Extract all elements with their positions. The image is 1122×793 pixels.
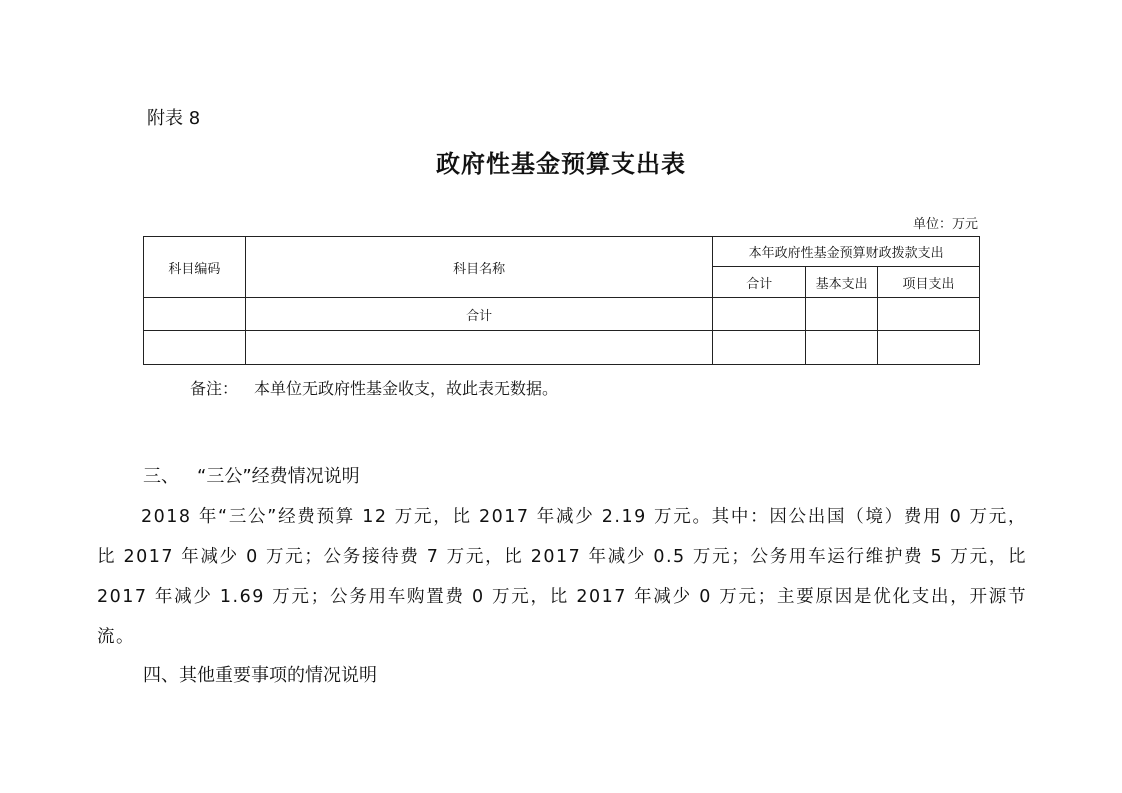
section-3-paragraph: 2018 年“三公”经费预算 12 万元，比 2017 年减少 2.19 万元。其中：因公出国（境）费用 0 万元，比 2017 年减少 0 万元；公务接待费 7 万元，比 2017 年减少 0.5 万元；公务用车运行维护费 5 万元，比 2017 年减少 1.69 万元；公务用车购置费 0 万元，比 2017 年减少 0 万元；主要原因是优化支出，开源节流。 xyxy=(97,507,1027,647)
section-4-heading: 四、其他重要事项的情况说明 xyxy=(143,665,377,686)
header-project-expenditure: 项目支出 xyxy=(878,267,980,298)
page-title: 政府性基金预算支出表 xyxy=(436,150,686,178)
table-row-total xyxy=(144,298,980,331)
note-text: 本单位无政府性基金收支，故此表无数据。 xyxy=(254,379,559,398)
cell-total xyxy=(713,331,806,365)
header-expenditure-group: 本年政府性基金预算财政拨款支出 xyxy=(713,237,980,267)
cell-name xyxy=(245,331,712,365)
header-subject-code: 科目编码 xyxy=(144,237,246,298)
cell-code xyxy=(144,298,246,331)
cell-basic xyxy=(806,298,878,331)
unit-label: 单位：万元 xyxy=(912,217,978,232)
cell-total xyxy=(713,298,806,331)
header-subject-name: 科目名称 xyxy=(245,237,712,298)
section-3-heading xyxy=(143,462,360,488)
note-label: 备注： xyxy=(190,379,239,398)
cell-basic xyxy=(806,331,878,365)
table-note xyxy=(190,376,558,399)
header-basic-expenditure: 基本支出 xyxy=(806,267,878,298)
header-total: 合计 xyxy=(713,267,806,298)
appendix-label: 附表 8 xyxy=(147,108,201,129)
budget-table xyxy=(143,236,980,365)
table-row-empty xyxy=(144,331,980,365)
cell-code xyxy=(144,331,246,365)
cell-total-label: 合计 xyxy=(245,298,712,331)
cell-project xyxy=(878,331,980,365)
section-3-number: 三、 xyxy=(143,466,179,487)
cell-project xyxy=(878,298,980,331)
section-3-title: “三公”经费情况说明 xyxy=(197,466,360,487)
header-row-1 xyxy=(144,237,980,267)
